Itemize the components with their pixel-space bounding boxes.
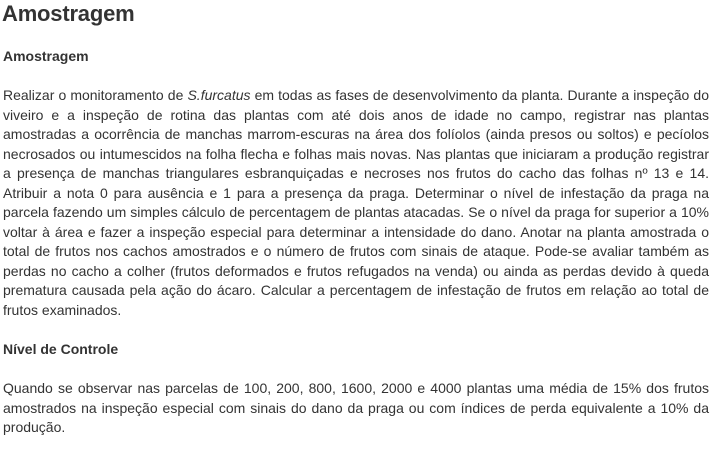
section-paragraph-nivel-de-controle: Quando se observar nas parcelas de 100, 200, 800, 1600, 2000 e 4000 plantas uma média de 15% dos frutos amostrados na inspeção especial com sinais do dano da praga ou com índices de perda equivalente a 10% da produção. (3, 380, 709, 435)
document-body (3, 47, 709, 438)
paragraph-text-start: Realizar o monitoramento de (3, 87, 188, 103)
page-title: Amostragem (2, 1, 135, 26)
paragraph-text-rest: em todas as fases de desenvolvimento da planta. Durante a inspeção do viveiro e a inspeção de rotina das plantas com até dois anos de idade no campo, registrar nas plantas amostradas a ocorrência de manchas marrom-escuras na área dos folíolos (ainda presos ou soltos) e pecíolos necrosados ou intumescidos na folha flecha e folhas mais novas. Nas plantas que iniciaram a produção registrar a presença de manchas triangulares esbranquiçadas e necroses nos frutos do cacho das folhas nº 13 e 14. Atribuir a nota 0 para ausência e 1 para a presença da praga. Determinar o nível de infestação da praga na parcela fazendo um simples cálculo de percentagem de plantas atacadas. Se o nível da praga for superior a 10% voltar à área e fazer a inspeção especial para determinar a intensidade do dano. Anotar na planta amostrada o total de frutos nos cachos amostrados e o número de frutos com sinais de ataque. Pode-se avaliar também as perdas no cacho a colher (frutos deformados e frutos refugados na venda) ou ainda as perdas devido à queda prematura causada pela ação do ácaro. Calcular a percentagem de infestação de frutos em relação ao total de frutos examinados. (3, 87, 709, 318)
section-paragraph-amostragem (3, 86, 709, 320)
species-name: S.furcatus (187, 87, 251, 103)
section-nivel-de-controle (3, 340, 709, 438)
section-heading-amostragem: Amostragem (3, 48, 89, 64)
section-heading-nivel-de-controle: Nível de Controle (3, 341, 119, 357)
section-amostragem (3, 47, 709, 320)
